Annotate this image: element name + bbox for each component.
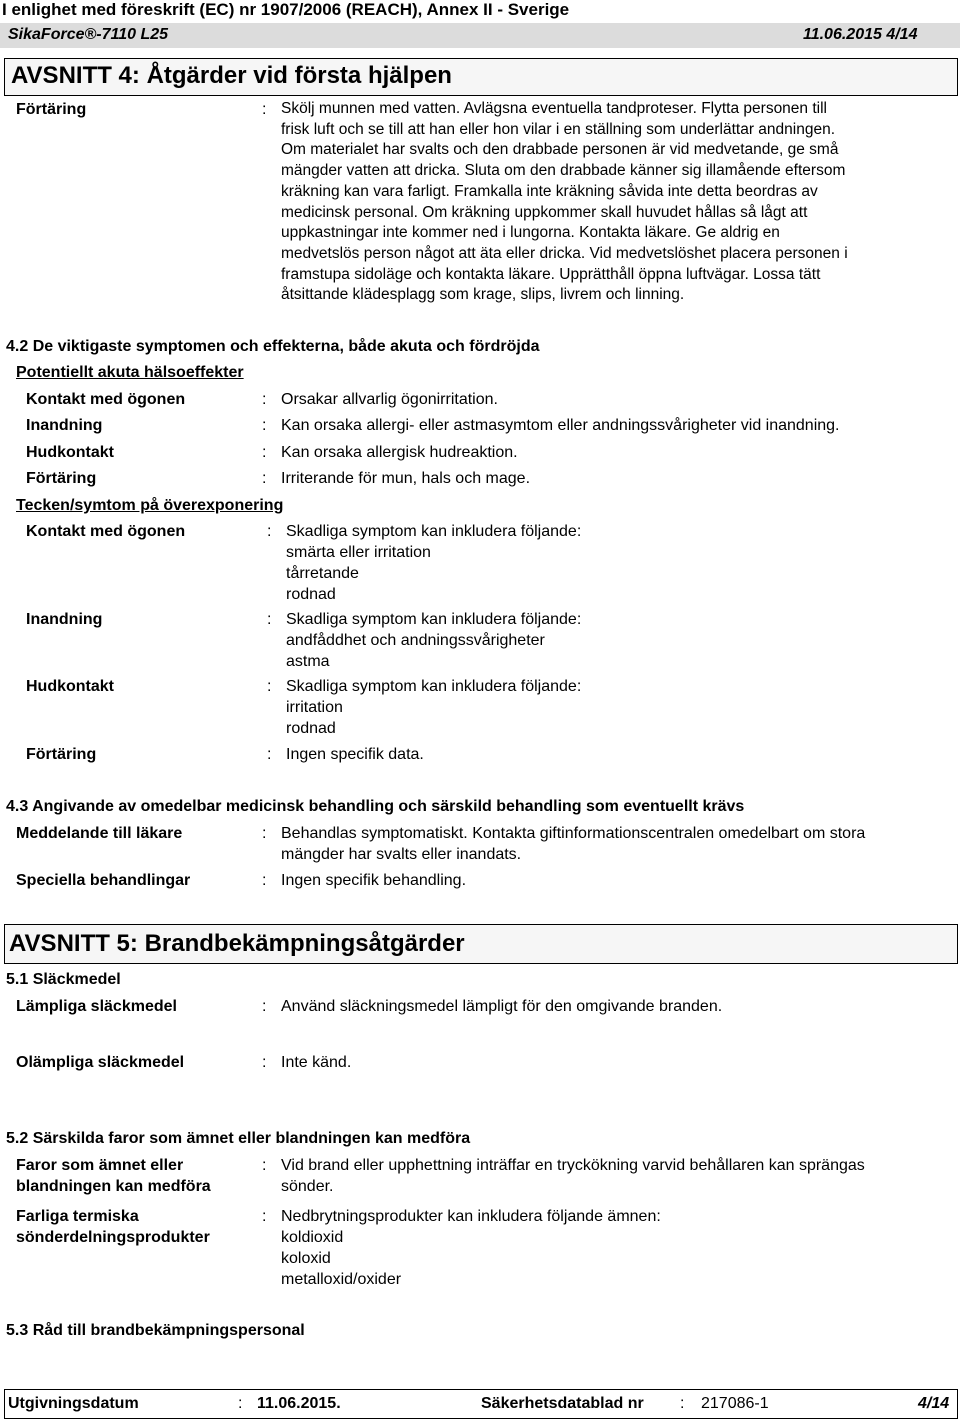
acute-label: Inandning <box>26 417 103 434</box>
suitable-media-value: Använd släckningsmedel lämpligt för den omgivande branden. <box>281 998 723 1015</box>
colon: : <box>262 101 267 118</box>
colon: : <box>680 1395 685 1412</box>
doctor-note-label: Meddelande till läkare <box>16 825 183 842</box>
issue-date-value: 11.06.2015. <box>257 1395 341 1412</box>
signs-line: smärta eller irritation <box>286 544 431 561</box>
acute-label: Förtäring <box>26 470 97 487</box>
colon: : <box>262 444 267 461</box>
signs-heading: Tecken/symtom på överexponering <box>16 497 284 514</box>
header-product-name: SikaForce®-7110 L25 <box>8 26 169 43</box>
colon: : <box>267 523 272 540</box>
signs-label: Hudkontakt <box>26 678 114 695</box>
colon: : <box>267 611 272 628</box>
section5-title: AVSNITT 5: Brandbekämpningsåtgärder <box>4 924 958 964</box>
signs-line: irritation <box>286 699 343 716</box>
signs-label: Kontakt med ögonen <box>26 523 186 540</box>
colon: : <box>262 825 267 842</box>
text-line: Skölj munnen med vatten. Avlägsna eventuella tandproteser. Flytta personen till <box>281 100 827 117</box>
colon: : <box>262 1208 267 1225</box>
section-4-3-title: 4.3 Angivande av omedelbar medicinsk behandling och särskild behandling som eventuellt krävs <box>6 798 745 815</box>
unsuitable-media-label: Olämpliga släckmedel <box>16 1054 185 1071</box>
special-treatment-label: Speciella behandlingar <box>16 872 191 889</box>
header-band <box>0 23 960 48</box>
document-title: I enlighet med föreskrift (EC) nr 1907/2006 (REACH), Annex II - Sverige <box>2 0 570 19</box>
acute-value: Irriterande för mun, hals och mage. <box>281 470 531 487</box>
colon: : <box>262 470 267 487</box>
signs-label: Förtäring <box>26 746 97 763</box>
text-line: medicinsk personal. Om kräkning uppkommer skall huvudet hållas så lågt att <box>281 203 808 221</box>
doctor-note-line: mängder har svalts eller inandats. <box>281 846 522 863</box>
signs-line: rodnad <box>286 586 336 603</box>
hazard-label: Faror som ämnet eller <box>16 1157 184 1174</box>
unsuitable-media-value: Inte känd. <box>281 1054 352 1071</box>
signs-line: Skadliga symptom kan inkludera följande: <box>286 523 582 540</box>
signs-line: andfåddhet och andningssvårigheter <box>286 632 545 649</box>
text-line: uppkastningar inte kommer ned i lungorna. Kontakta läkare. Ge aldrig en <box>281 224 780 242</box>
colon: : <box>262 1054 267 1071</box>
text-line: medvetslös person något att äta eller dricka. Vid medvetslöshet placera personen i <box>281 244 848 262</box>
colon: : <box>262 998 267 1015</box>
section-5-3-title: 5.3 Råd till brandbekämpningspersonal <box>6 1322 305 1339</box>
signs-line: rodnad <box>286 720 336 737</box>
signs-line: Skadliga symptom kan inkludera följande: <box>286 678 582 695</box>
doctor-note-line: Behandlas symptomatiskt. Kontakta giftinformationscentralen omedelbart om stora <box>281 825 866 842</box>
signs-line: Ingen specifik data. <box>286 746 424 763</box>
thermal-label: Farliga termiska <box>16 1208 139 1225</box>
issue-date-label: Utgivningsdatum <box>8 1395 139 1412</box>
footer <box>4 1389 958 1419</box>
acute-value: Orsakar allvarlig ögonirritation. <box>281 391 498 408</box>
hazard-label: blandningen kan medföra <box>16 1178 211 1195</box>
section-5-2-title: 5.2 Särskilda faror som ämnet eller blandningen kan medföra <box>6 1130 471 1147</box>
fortaring-label: Förtäring <box>16 101 87 118</box>
footer-page: 4/14 <box>918 1395 950 1412</box>
thermal-line: Nedbrytningsprodukter kan inkludera följande ämnen: <box>281 1208 661 1225</box>
colon: : <box>262 417 267 434</box>
acute-effects-heading: Potentiellt akuta hälsoeffekter <box>16 364 244 381</box>
colon: : <box>262 391 267 408</box>
text-line: mängder vatten att dricka. Sluta om den drabbade känner sig illamående eftersom <box>281 162 846 180</box>
sds-number-label: Säkerhetsdatablad nr <box>481 1395 644 1412</box>
signs-line: astma <box>286 653 330 670</box>
text-line: Om materialet har svalts och den drabbade personen är vid medvetande, ge små <box>281 141 839 159</box>
colon: : <box>267 746 272 763</box>
signs-line: Skadliga symptom kan inkludera följande: <box>286 611 582 628</box>
section-5-1-title: 5.1 Släckmedel <box>6 971 121 988</box>
signs-label: Inandning <box>26 611 103 628</box>
hazard-line: sönder. <box>281 1178 334 1195</box>
text-line: åtsittande klädesplagg som krage, slips, livrem och linning. <box>281 286 685 304</box>
suitable-media-label: Lämpliga släckmedel <box>16 998 177 1015</box>
section4-title: AVSNITT 4: Åtgärder vid första hjälpen <box>4 58 958 96</box>
thermal-label: sönderdelningsprodukter <box>16 1229 210 1246</box>
text-line: framstupa sidoläge och kontakta läkare. Upprätthåll öppna luftvägar. Lossa tätt <box>281 265 821 283</box>
thermal-line: metalloxid/oxider <box>281 1271 402 1288</box>
special-treatment-value: Ingen specifik behandling. <box>281 872 467 889</box>
section-4-2-title: 4.2 De viktigaste symptomen och effekterna, både akuta och fördröjda <box>6 338 540 355</box>
thermal-line: koldioxid <box>281 1229 344 1246</box>
colon: : <box>262 872 267 889</box>
acute-label: Hudkontakt <box>26 444 114 461</box>
acute-label: Kontakt med ögonen <box>26 391 186 408</box>
sds-number-value: 217086-1 <box>701 1395 769 1412</box>
acute-value: Kan orsaka allergi- eller astmasymtom eller andningssvårigheter vid inandning. <box>281 417 840 434</box>
colon: : <box>267 678 272 695</box>
text-line: frisk luft och se till att han eller hon vilar i en ställning som underlättar andningen. <box>281 120 835 138</box>
header-date-page: 11.06.2015 4/14 <box>803 26 918 43</box>
signs-line: tårretande <box>286 565 359 582</box>
hazard-line: Vid brand eller upphettning inträffar en tryckökning varvid behållaren kan sprängas <box>281 1157 865 1174</box>
text-line: kräkning kan vara farligt. Framkalla inte kräkning såvida inte detta beordras av <box>281 182 818 200</box>
colon: : <box>238 1395 243 1412</box>
colon: : <box>262 1157 267 1174</box>
thermal-line: koloxid <box>281 1250 331 1267</box>
acute-value: Kan orsaka allergisk hudreaktion. <box>281 444 518 461</box>
